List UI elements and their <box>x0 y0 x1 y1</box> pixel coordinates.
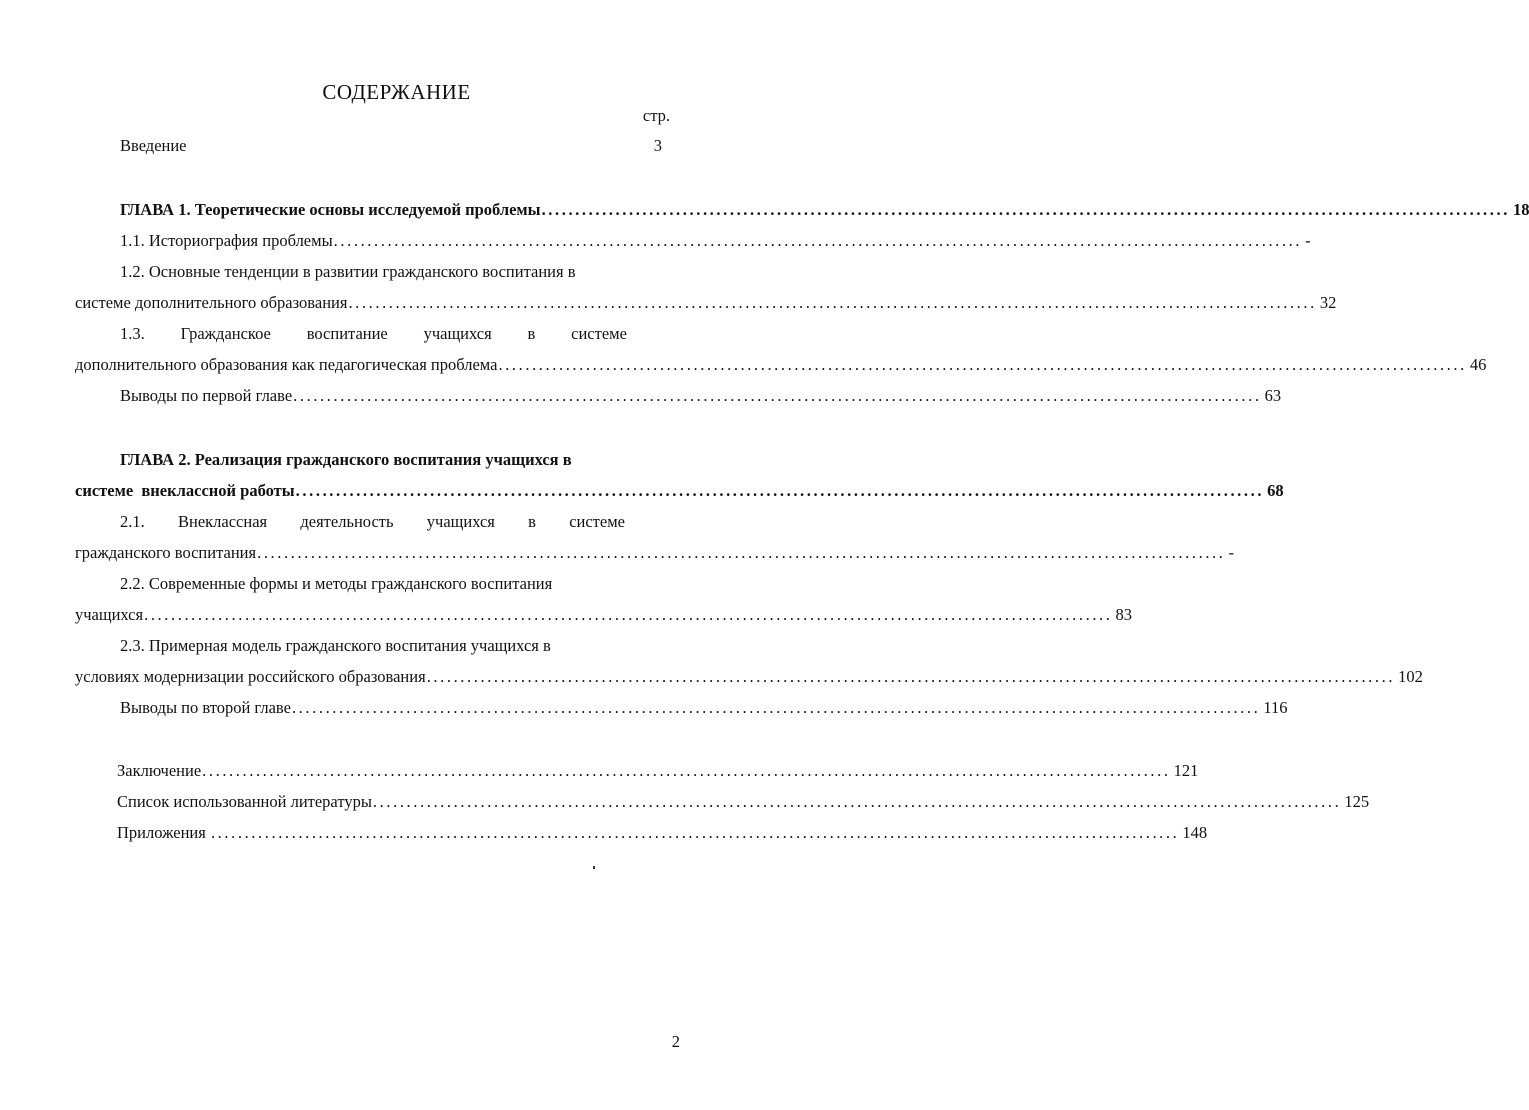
toc-entry-appendix[interactable] <box>117 821 1208 845</box>
toc-entry-label: условиях модернизации российского образования <box>75 667 426 686</box>
dot-leader: ................................................................................................................................................ <box>541 200 1510 219</box>
toc-entry-page: 32 <box>1319 293 1337 312</box>
toc-entry-label: системе дополнительного образования <box>75 293 348 312</box>
dot-leader: ................................................................................................................................................ <box>333 231 1303 250</box>
toc-entry-label: Приложения <box>117 823 210 842</box>
word: 2.1. <box>120 512 145 531</box>
toc-entry-intro[interactable] <box>120 134 662 158</box>
toc-entry-page: 3 <box>653 136 662 155</box>
word: 1.3. <box>120 324 145 343</box>
toc-entry-section-2-2[interactable] <box>75 603 1133 627</box>
word: Гражданское <box>180 324 271 343</box>
toc-entry-label: дополнительного образования как педагогическая проблема <box>75 355 498 374</box>
dot-leader: ................................................................................................................................................ <box>144 605 1113 624</box>
toc-entry-label: системе внеклассной работы <box>75 481 295 500</box>
toc-entry-section-1-3-line1[interactable] <box>120 322 627 346</box>
toc-entry-page: 125 <box>1344 792 1370 811</box>
toc-entry-chapter-2-conclusion[interactable] <box>120 696 1288 720</box>
dot-leader: ................................................................................................................................................ <box>202 761 1171 780</box>
word: Внеклассная <box>178 512 268 531</box>
dot-leader: ................................................................................................................................................ <box>295 481 1265 500</box>
word: учащихся <box>426 512 495 531</box>
toc-entry-page: 102 <box>1398 667 1423 686</box>
word: в <box>527 324 536 343</box>
toc-entry-label: 1.1. Историография проблемы <box>120 231 333 250</box>
toc-entry-label: Введение <box>120 136 187 155</box>
dot-leader: ................................................................................................................................................ <box>426 667 1396 686</box>
toc-entry-label: учащихся <box>75 605 144 624</box>
word: в <box>528 512 536 531</box>
toc-entry-references[interactable] <box>117 790 1370 814</box>
toc-entry-section-1-3[interactable] <box>75 353 1487 377</box>
dot-leader: ................................................................................................................................................ <box>210 823 1180 842</box>
dot-leader: ................................................................................................................................................ <box>498 355 1467 374</box>
toc-entry-label: Список использованной литературы <box>117 792 372 811</box>
page-column-label: стр. <box>642 106 670 125</box>
toc-entry-section-2-3-line1[interactable]: 2.3. Примерная модель гражданского воспитания учащихся в <box>120 636 551 655</box>
word: системе <box>569 512 625 531</box>
word: воспитание <box>306 324 388 343</box>
toc-entry-chapter-2[interactable] <box>75 479 1284 503</box>
toc-entry-section-1-2-line1[interactable]: 1.2. Основные тенденции в развитии гражданского воспитания в <box>120 262 576 281</box>
dot-leader: ................................................................................................................................................ <box>257 543 1226 562</box>
toc-entry-section-1-2[interactable] <box>75 291 1337 315</box>
toc-entry-section-2-3[interactable] <box>75 665 1423 689</box>
toc-entry-page: 68 <box>1267 481 1284 500</box>
toc-entry-section-2-1-line1[interactable] <box>120 510 625 534</box>
toc-entry-section-1-1[interactable] <box>120 229 1311 253</box>
toc-entry-label: Выводы по второй главе <box>120 698 291 717</box>
toc-entry-page: 18 <box>1512 200 1529 219</box>
toc-entry-page: 121 <box>1173 761 1199 780</box>
toc-entry-label: Заключение <box>117 761 202 780</box>
dot-leader: ................................................................................................................................................ <box>372 792 1342 811</box>
toc-entry-chapter-1-conclusion[interactable] <box>120 384 1282 408</box>
toc-entry-label: Выводы по первой главе <box>120 386 293 405</box>
toc-entry-page: 63 <box>1264 386 1282 405</box>
toc-entry-label: ГЛАВА 1. Теоретические основы исследуемой проблемы <box>120 200 541 219</box>
toc-entry-section-2-1[interactable] <box>75 541 1234 565</box>
dot-leader: ................................................................................................................................................ <box>291 698 1261 717</box>
toc-entry-page: 83 <box>1115 605 1133 624</box>
toc-entry-chapter-2-line1[interactable]: ГЛАВА 2. Реализация гражданского воспитания учащихся в <box>120 450 572 469</box>
dot-leader: ................................................................................................................................................ <box>293 386 1262 405</box>
dot-leader: ................................................................................................................................................ <box>348 293 1317 312</box>
toc-entry-section-2-2-line1[interactable] <box>120 572 625 596</box>
toc-entry-page: - <box>1305 231 1311 250</box>
toc-entry-conclusion[interactable] <box>117 759 1199 783</box>
toc-entry-page: 148 <box>1182 823 1208 842</box>
toc-entry-label: гражданского воспитания <box>75 543 257 562</box>
toc-entry-page: 116 <box>1263 698 1288 717</box>
word: системе <box>571 324 627 343</box>
scan-speck <box>593 866 595 869</box>
toc-title: СОДЕРЖАНИЕ <box>322 80 471 104</box>
page-number: 2 <box>671 1032 680 1051</box>
word: деятельность <box>300 512 394 531</box>
toc-entry-chapter-1[interactable] <box>120 198 1529 222</box>
toc-entry-label: 2.2. Современные формы и методы гражданского воспитания <box>120 574 553 593</box>
toc-entry-page: - <box>1228 543 1234 562</box>
word: учащихся <box>423 324 492 343</box>
toc-entry-page: 46 <box>1469 355 1487 374</box>
